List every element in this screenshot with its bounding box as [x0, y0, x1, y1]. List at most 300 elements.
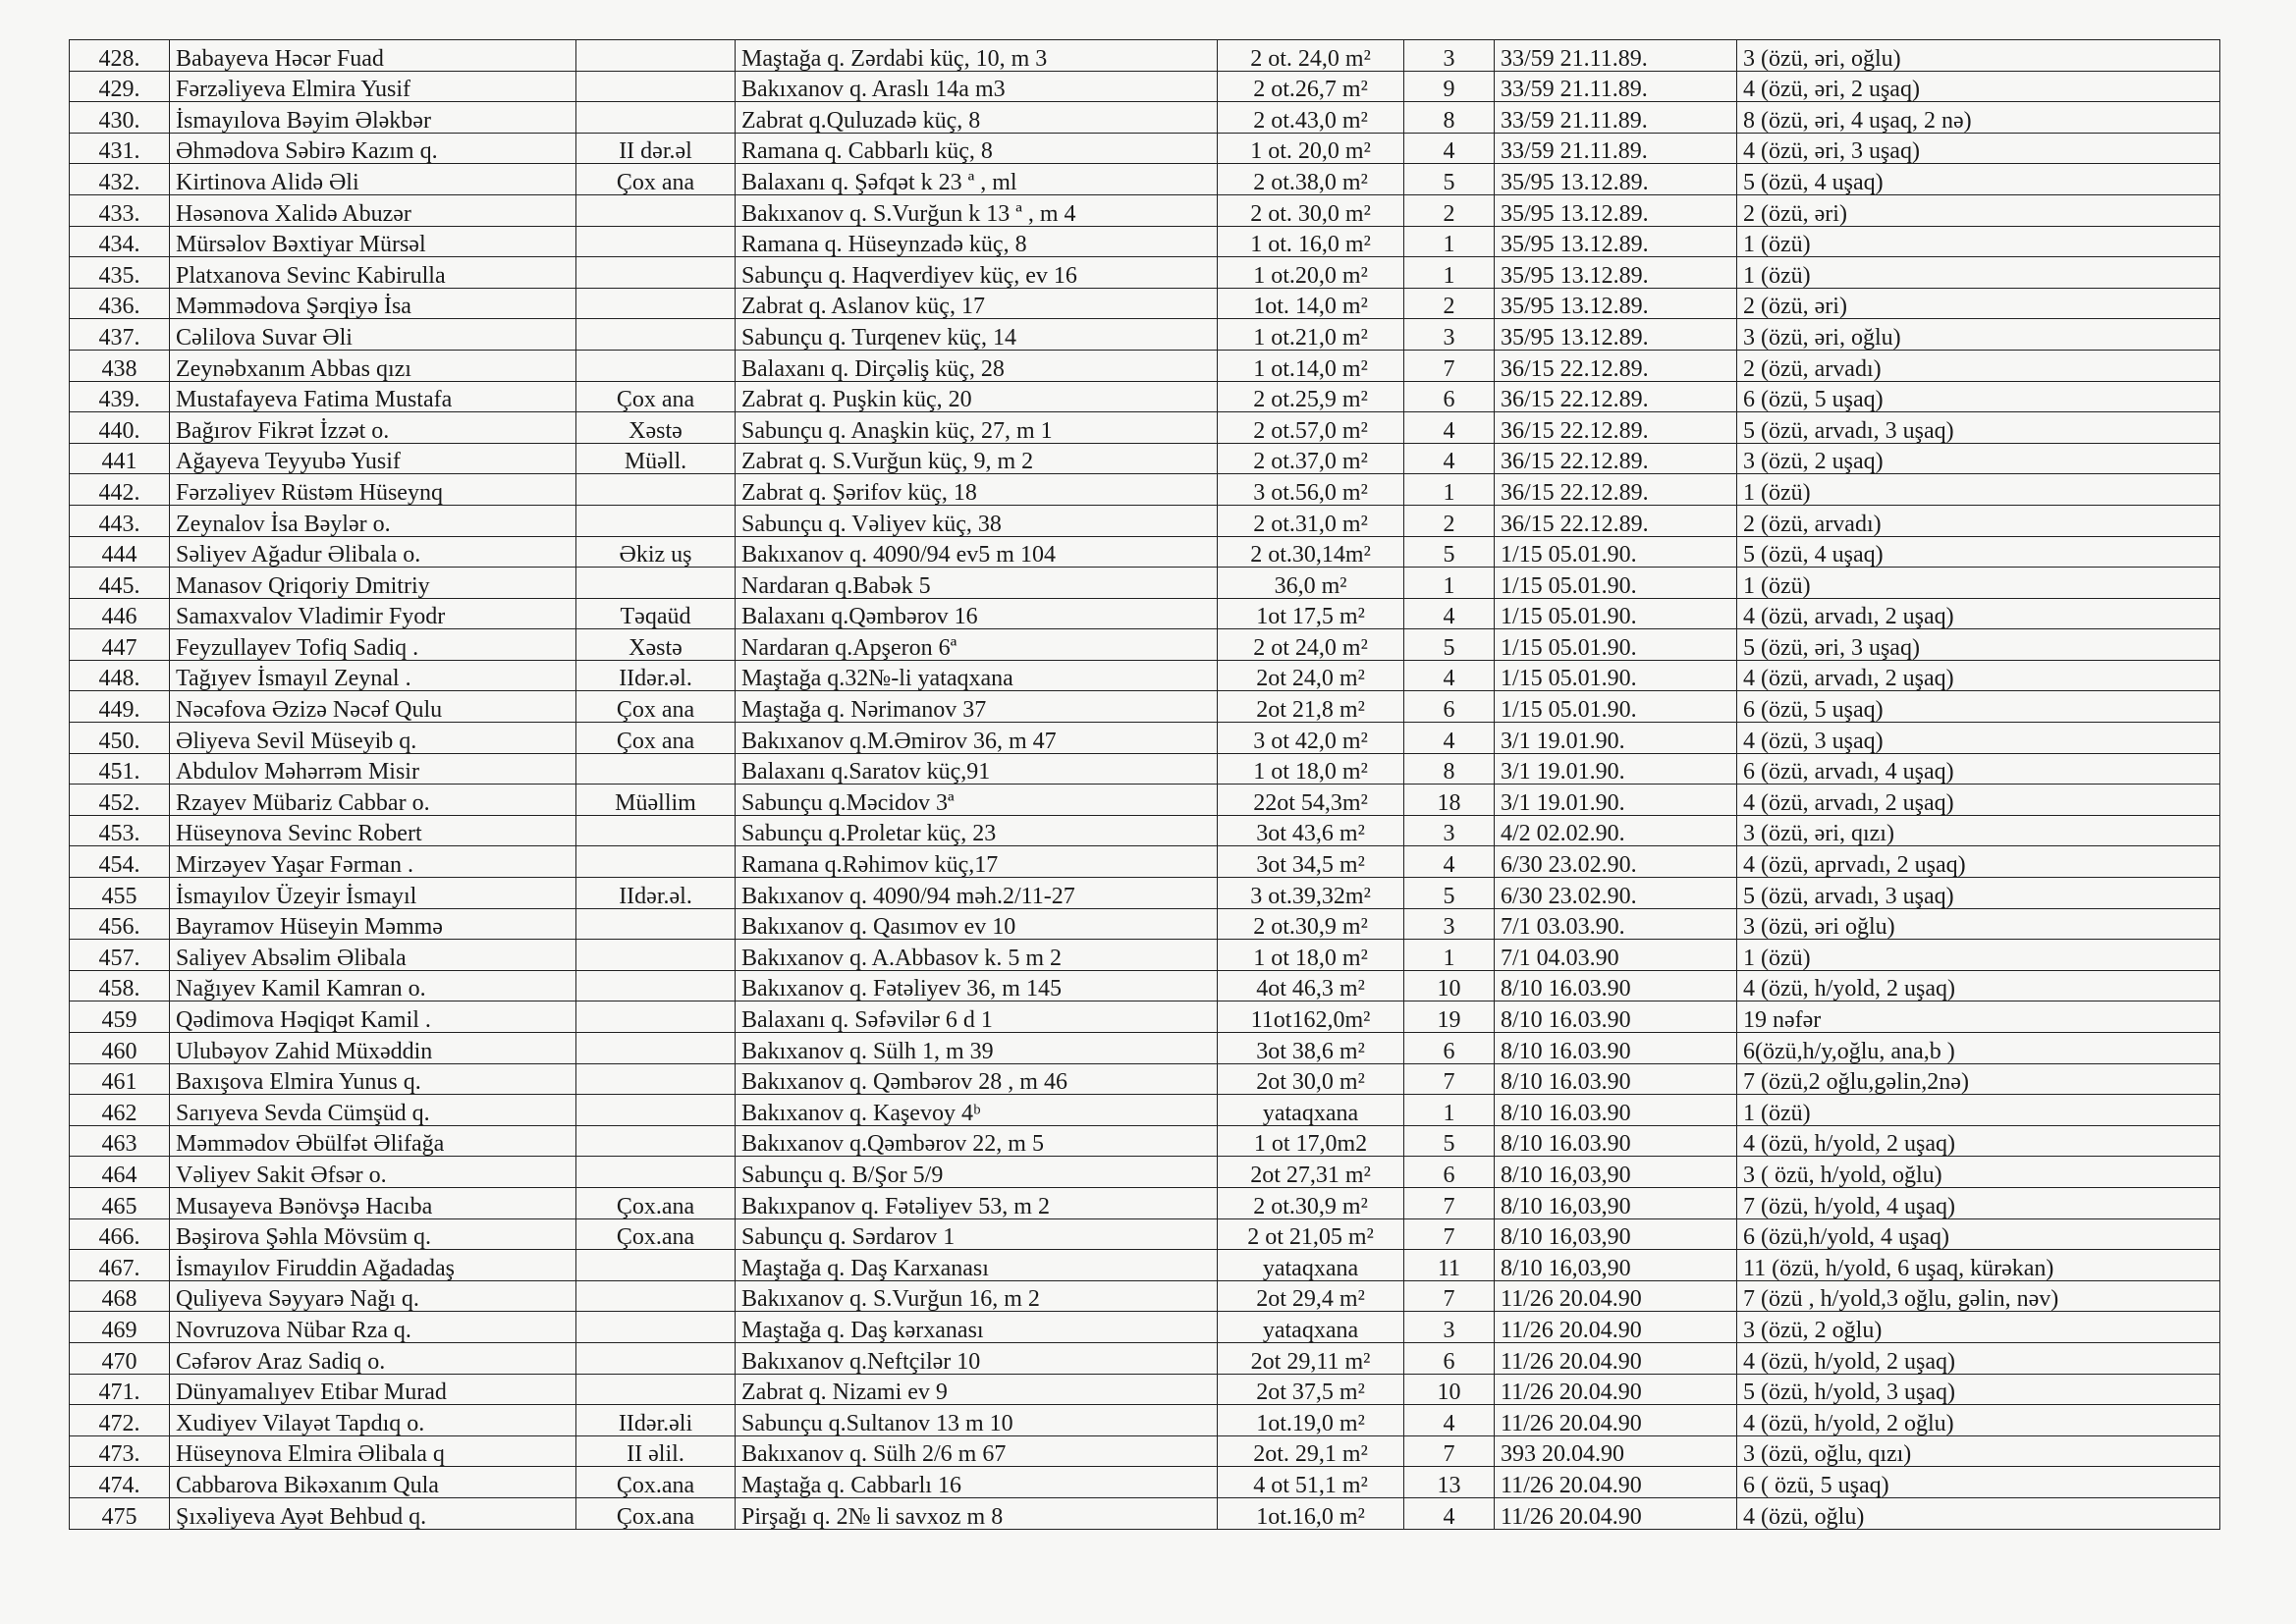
person-name-cell: Baxışova Elmira Yunus q. [170, 1063, 576, 1095]
table-row [70, 102, 2220, 134]
status-note-cell [576, 1001, 736, 1033]
address-cell: Sabunçu q.Proletar küç, 23 [736, 815, 1218, 846]
status-note-cell [576, 908, 736, 940]
row-number-cell: 466. [70, 1218, 170, 1250]
table-row [70, 505, 2220, 536]
status-note-cell [576, 474, 736, 506]
person-name-cell: İsmayılov Üzeyir İsmayıl [170, 878, 576, 909]
address-cell: Sabunçu q. Turqenev küç, 14 [736, 319, 1218, 351]
table-row [70, 1435, 2220, 1467]
decision-ref-cell: 8/10 16,03,90 [1495, 1187, 1737, 1218]
family-composition-cell: 1 (özü) [1737, 940, 2220, 971]
family-composition-cell: 4 (özü, h/yold, 2 uşaq) [1737, 1342, 2220, 1374]
member-count-cell: 3 [1404, 40, 1495, 72]
decision-ref-cell: 33/59 21.11.89. [1495, 71, 1737, 102]
member-count-cell: 6 [1404, 691, 1495, 723]
person-name-cell: Xudiyev Vilayət Tapdıq o. [170, 1405, 576, 1436]
family-composition-cell: 4 (özü, aprvadı, 2 uşaq) [1737, 846, 2220, 878]
living-area-cell: 1ot.19,0 m² [1218, 1405, 1404, 1436]
address-cell: Bakıxanov q. Sülh 2/6 m 67 [736, 1435, 1218, 1467]
status-note-cell [576, 1095, 736, 1126]
person-name-cell: Manasov Qriqoriy Dmitriy [170, 568, 576, 599]
decision-ref-cell: 3/1 19.01.90. [1495, 753, 1737, 785]
person-name-cell: Fərzəliyev Rüstəm Hüseynq [170, 474, 576, 506]
family-composition-cell: 19 nəfər [1737, 1001, 2220, 1033]
status-note-cell: Çox ana [576, 381, 736, 412]
family-composition-cell: 4 (özü, oğlu) [1737, 1497, 2220, 1529]
person-name-cell: Nəcəfova Əzizə Nəcəf Qulu [170, 691, 576, 723]
table-row [70, 381, 2220, 412]
decision-ref-cell: 36/15 22.12.89. [1495, 443, 1737, 474]
address-cell: Bakıxpanov q. Fətəliyev 53, m 2 [736, 1187, 1218, 1218]
row-number-cell: 437. [70, 319, 170, 351]
row-number-cell: 447 [70, 629, 170, 661]
status-note-cell: Müəllim [576, 785, 736, 816]
address-cell: Maştağa q. Nərimanov 37 [736, 691, 1218, 723]
family-composition-cell: 4 (özü, arvadı, 2 uşaq) [1737, 660, 2220, 691]
person-name-cell: Musayeva Bənövşə Hacıba [170, 1187, 576, 1218]
person-name-cell: Samaxvalov Vladimir Fyodr [170, 598, 576, 629]
decision-ref-cell: 11/26 20.04.90 [1495, 1312, 1737, 1343]
member-count-cell: 5 [1404, 164, 1495, 195]
living-area-cell: 1 ot 18,0 m² [1218, 753, 1404, 785]
family-composition-cell: 6 (özü, 5 uşaq) [1737, 381, 2220, 412]
address-cell: Bakıxanov q.Neftçilər 10 [736, 1342, 1218, 1374]
status-note-cell: IIdər.əli [576, 1405, 736, 1436]
row-number-cell: 452. [70, 785, 170, 816]
person-name-cell: Sarıyeva Sevda Cümşüd q. [170, 1095, 576, 1126]
living-area-cell: 1 ot.14,0 m² [1218, 350, 1404, 381]
row-number-cell: 445. [70, 568, 170, 599]
member-count-cell: 5 [1404, 536, 1495, 568]
person-name-cell: Bağırov Fikrət İzzət o. [170, 412, 576, 444]
member-count-cell: 4 [1404, 1497, 1495, 1529]
living-area-cell: 2 ot.37,0 m² [1218, 443, 1404, 474]
family-composition-cell: 5 (özü, 4 uşaq) [1737, 164, 2220, 195]
status-note-cell: II dər.əl [576, 133, 736, 164]
family-composition-cell: 6 (özü,h/yold, 4 uşaq) [1737, 1218, 2220, 1250]
status-note-cell [576, 1157, 736, 1188]
status-note-cell [576, 846, 736, 878]
living-area-cell: 2 ot.30,14m² [1218, 536, 1404, 568]
person-name-cell: Rzayev Mübariz Cabbar o. [170, 785, 576, 816]
family-composition-cell: 2 (özü, arvadı) [1737, 505, 2220, 536]
row-number-cell: 464 [70, 1157, 170, 1188]
decision-ref-cell: 8/10 16,03,90 [1495, 1157, 1737, 1188]
person-name-cell: Zeynəbxanım Abbas qızı [170, 350, 576, 381]
member-count-cell: 18 [1404, 785, 1495, 816]
address-cell: Bakıxanov q. Qasımov ev 10 [736, 908, 1218, 940]
table-row [70, 1250, 2220, 1281]
living-area-cell: yataqxana [1218, 1312, 1404, 1343]
family-composition-cell: 4 (özü, h/yold, 2 uşaq) [1737, 1125, 2220, 1157]
table-row [70, 133, 2220, 164]
decision-ref-cell: 1/15 05.01.90. [1495, 629, 1737, 661]
living-area-cell: 36,0 m² [1218, 568, 1404, 599]
address-cell: Bakıxanov q. 4090/94 məh.2/11-27 [736, 878, 1218, 909]
member-count-cell: 7 [1404, 1063, 1495, 1095]
document-page [69, 39, 2219, 1530]
table-row [70, 443, 2220, 474]
address-cell: Sabunçu q. Anaşkin küç, 27, m 1 [736, 412, 1218, 444]
decision-ref-cell: 36/15 22.12.89. [1495, 412, 1737, 444]
table-row [70, 319, 2220, 351]
status-note-cell [576, 350, 736, 381]
status-note-cell: IIdər.əl. [576, 660, 736, 691]
table-row [70, 846, 2220, 878]
table-row [70, 1033, 2220, 1064]
table-row [70, 1063, 2220, 1095]
status-note-cell [576, 753, 736, 785]
family-composition-cell: 5 (özü, h/yold, 3 uşaq) [1737, 1374, 2220, 1405]
person-name-cell: Vəliyev Sakit Əfsər o. [170, 1157, 576, 1188]
family-composition-cell: 5 (özü, əri, 3 uşaq) [1737, 629, 2220, 661]
decision-ref-cell: 8/10 16.03.90 [1495, 1001, 1737, 1033]
status-note-cell: IIdər.əl. [576, 878, 736, 909]
table-row [70, 1312, 2220, 1343]
member-count-cell: 2 [1404, 505, 1495, 536]
member-count-cell: 10 [1404, 970, 1495, 1001]
living-area-cell: 2 ot.43,0 m² [1218, 102, 1404, 134]
row-number-cell: 428. [70, 40, 170, 72]
table-row [70, 536, 2220, 568]
row-number-cell: 446 [70, 598, 170, 629]
decision-ref-cell: 35/95 13.12.89. [1495, 194, 1737, 226]
living-area-cell: 2 ot. 30,0 m² [1218, 194, 1404, 226]
person-name-cell: Əhmədova Səbirə Kazım q. [170, 133, 576, 164]
table-row [70, 1374, 2220, 1405]
living-area-cell: 1ot. 14,0 m² [1218, 288, 1404, 319]
family-composition-cell: 11 (özü, h/yold, 6 uşaq, kürəkan) [1737, 1250, 2220, 1281]
family-composition-cell: 1 (özü) [1737, 1095, 2220, 1126]
family-composition-cell: 3 ( özü, h/yold, oğlu) [1737, 1157, 2220, 1188]
decision-ref-cell: 33/59 21.11.89. [1495, 40, 1737, 72]
living-area-cell: 2 ot. 24,0 m² [1218, 40, 1404, 72]
row-number-cell: 459 [70, 1001, 170, 1033]
row-number-cell: 436. [70, 288, 170, 319]
row-number-cell: 458. [70, 970, 170, 1001]
table-row [70, 1095, 2220, 1126]
decision-ref-cell: 8/10 16.03.90 [1495, 1125, 1737, 1157]
member-count-cell: 6 [1404, 1157, 1495, 1188]
address-cell: Maştağa q. Daş kərxanası [736, 1312, 1218, 1343]
address-cell: Bakıxanov q. Kaşevoy 4ᵇ [736, 1095, 1218, 1126]
person-name-cell: Səliyev Ağadur Əlibala o. [170, 536, 576, 568]
table-row [70, 412, 2220, 444]
person-name-cell: Tağıyev İsmayıl Zeynal . [170, 660, 576, 691]
decision-ref-cell: 36/15 22.12.89. [1495, 474, 1737, 506]
address-cell: Zabrat q.Quluzadə küç, 8 [736, 102, 1218, 134]
address-cell: Bakıxanov q. Qəmbərov 28 , m 46 [736, 1063, 1218, 1095]
row-number-cell: 438 [70, 350, 170, 381]
family-composition-cell: 3 (özü, əri, qızı) [1737, 815, 2220, 846]
living-area-cell: 4 ot 51,1 m² [1218, 1467, 1404, 1498]
member-count-cell: 3 [1404, 908, 1495, 940]
family-composition-cell: 3 (özü, əri oğlu) [1737, 908, 2220, 940]
living-area-cell: 2 ot 21,05 m² [1218, 1218, 1404, 1250]
address-cell: Zabrat q. S.Vurğun küç, 9, m 2 [736, 443, 1218, 474]
living-area-cell: 2 ot.38,0 m² [1218, 164, 1404, 195]
address-cell: Sabunçu q.Sultanov 13 m 10 [736, 1405, 1218, 1436]
member-count-cell: 1 [1404, 1095, 1495, 1126]
table-row [70, 878, 2220, 909]
living-area-cell: 2 ot.26,7 m² [1218, 71, 1404, 102]
family-composition-cell: 6 (özü, arvadı, 4 uşaq) [1737, 753, 2220, 785]
row-number-cell: 443. [70, 505, 170, 536]
address-cell: Nardaran q.Babək 5 [736, 568, 1218, 599]
status-note-cell [576, 257, 736, 289]
address-cell: Ramana q. Hüseynzadə küç, 8 [736, 226, 1218, 257]
living-area-cell: 2 ot 24,0 m² [1218, 629, 1404, 661]
member-count-cell: 5 [1404, 629, 1495, 661]
living-area-cell: 11ot162,0m² [1218, 1001, 1404, 1033]
family-composition-cell: 1 (özü) [1737, 257, 2220, 289]
status-note-cell [576, 288, 736, 319]
living-area-cell: 2 ot.57,0 m² [1218, 412, 1404, 444]
row-number-cell: 470 [70, 1342, 170, 1374]
row-number-cell: 462 [70, 1095, 170, 1126]
decision-ref-cell: 11/26 20.04.90 [1495, 1405, 1737, 1436]
address-cell: Maştağa q.32№-li yataqxana [736, 660, 1218, 691]
person-name-cell: Mürsəlov Bəxtiyar Mürsəl [170, 226, 576, 257]
row-number-cell: 444 [70, 536, 170, 568]
row-number-cell: 475 [70, 1497, 170, 1529]
row-number-cell: 432. [70, 164, 170, 195]
table-row [70, 908, 2220, 940]
decision-ref-cell: 11/26 20.04.90 [1495, 1467, 1737, 1498]
living-area-cell: 2 ot.30,9 m² [1218, 908, 1404, 940]
row-number-cell: 435. [70, 257, 170, 289]
row-number-cell: 439. [70, 381, 170, 412]
living-area-cell: 2ot 24,0 m² [1218, 660, 1404, 691]
table-row [70, 40, 2220, 72]
person-name-cell: Platxanova Sevinc Kabirulla [170, 257, 576, 289]
address-cell: Sabunçu q. Haqverdiyev küç, ev 16 [736, 257, 1218, 289]
table-row [70, 1342, 2220, 1374]
table-row [70, 753, 2220, 785]
row-number-cell: 429. [70, 71, 170, 102]
decision-ref-cell: 8/10 16,03,90 [1495, 1250, 1737, 1281]
decision-ref-cell: 33/59 21.11.89. [1495, 133, 1737, 164]
address-cell: Balaxanı q.Qəmbərov 16 [736, 598, 1218, 629]
family-composition-cell: 4 (özü, arvadı, 2 uşaq) [1737, 785, 2220, 816]
member-count-cell: 3 [1404, 1312, 1495, 1343]
row-number-cell: 451. [70, 753, 170, 785]
living-area-cell: 2ot. 29,1 m² [1218, 1435, 1404, 1467]
person-name-cell: Bəşirova Şəhla Mövsüm q. [170, 1218, 576, 1250]
address-cell: Balaxanı q. Səfəvilər 6 d 1 [736, 1001, 1218, 1033]
row-number-cell: 456. [70, 908, 170, 940]
table-body [70, 40, 2220, 1530]
row-number-cell: 448. [70, 660, 170, 691]
row-number-cell: 453. [70, 815, 170, 846]
person-name-cell: Novruzova Nübar Rza q. [170, 1312, 576, 1343]
table-row [70, 815, 2220, 846]
decision-ref-cell: 1/15 05.01.90. [1495, 691, 1737, 723]
table-row [70, 940, 2220, 971]
status-note-cell [576, 970, 736, 1001]
member-count-cell: 5 [1404, 1125, 1495, 1157]
living-area-cell: yataqxana [1218, 1095, 1404, 1126]
status-note-cell [576, 1250, 736, 1281]
status-note-cell [576, 1342, 736, 1374]
address-cell: Sabunçu q. Sərdarov 1 [736, 1218, 1218, 1250]
decision-ref-cell: 35/95 13.12.89. [1495, 288, 1737, 319]
status-note-cell [576, 226, 736, 257]
member-count-cell: 7 [1404, 1280, 1495, 1312]
member-count-cell: 3 [1404, 319, 1495, 351]
decision-ref-cell: 8/10 16.03.90 [1495, 970, 1737, 1001]
living-area-cell: 3 ot 42,0 m² [1218, 723, 1404, 754]
person-name-cell: Hüseynova Elmira Əlibala q [170, 1435, 576, 1467]
decision-ref-cell: 11/26 20.04.90 [1495, 1374, 1737, 1405]
address-cell: Maştağa q. Daş Karxanası [736, 1250, 1218, 1281]
table-row [70, 723, 2220, 754]
decision-ref-cell: 33/59 21.11.89. [1495, 102, 1737, 134]
decision-ref-cell: 7/1 03.03.90. [1495, 908, 1737, 940]
status-note-cell [576, 194, 736, 226]
status-note-cell: Çox ana [576, 691, 736, 723]
table-row [70, 1218, 2220, 1250]
person-name-cell: Məmmədova Şərqiyə İsa [170, 288, 576, 319]
address-cell: Bakıxanov q. Sülh 1, m 39 [736, 1033, 1218, 1064]
member-count-cell: 4 [1404, 443, 1495, 474]
address-cell: Maştağa q. Zərdabi küç, 10, m 3 [736, 40, 1218, 72]
address-cell: Bakıxanov q. Araslı 14a m3 [736, 71, 1218, 102]
row-number-cell: 472. [70, 1405, 170, 1436]
table-row [70, 350, 2220, 381]
family-composition-cell: 7 (özü,2 oğlu,gəlin,2nə) [1737, 1063, 2220, 1095]
living-area-cell: 4ot 46,3 m² [1218, 970, 1404, 1001]
family-composition-cell: 4 (özü, əri, 3 uşaq) [1737, 133, 2220, 164]
family-composition-cell: 7 (özü, h/yold, 4 uşaq) [1737, 1187, 2220, 1218]
member-count-cell: 4 [1404, 1405, 1495, 1436]
living-area-cell: 3ot 34,5 m² [1218, 846, 1404, 878]
address-cell: Ramana q.Rəhimov küç,17 [736, 846, 1218, 878]
table-row [70, 691, 2220, 723]
table-row [70, 629, 2220, 661]
family-composition-cell: 1 (özü) [1737, 226, 2220, 257]
member-count-cell: 5 [1404, 878, 1495, 909]
living-area-cell: 1ot.16,0 m² [1218, 1497, 1404, 1529]
row-number-cell: 431. [70, 133, 170, 164]
status-note-cell [576, 1125, 736, 1157]
member-count-cell: 10 [1404, 1374, 1495, 1405]
address-cell: Bakıxanov q.Qəmbərov 22, m 5 [736, 1125, 1218, 1157]
living-area-cell: 3ot 43,6 m² [1218, 815, 1404, 846]
row-number-cell: 469 [70, 1312, 170, 1343]
living-area-cell: 2 ot.25,9 m² [1218, 381, 1404, 412]
decision-ref-cell: 1/15 05.01.90. [1495, 598, 1737, 629]
status-note-cell [576, 1280, 736, 1312]
address-cell: Balaxanı q.Saratov küç,91 [736, 753, 1218, 785]
status-note-cell [576, 1374, 736, 1405]
living-area-cell: 1 ot.21,0 m² [1218, 319, 1404, 351]
living-area-cell: 2ot 30,0 m² [1218, 1063, 1404, 1095]
table-row [70, 164, 2220, 195]
person-name-cell: Əliyeva Sevil Müseyib q. [170, 723, 576, 754]
member-count-cell: 1 [1404, 226, 1495, 257]
member-count-cell: 6 [1404, 1033, 1495, 1064]
member-count-cell: 1 [1404, 474, 1495, 506]
address-cell: Bakıxanov q.M.Əmirov 36, m 47 [736, 723, 1218, 754]
address-cell: Balaxanı q. Şəfqət k 23 ª , ml [736, 164, 1218, 195]
living-area-cell: 3ot 38,6 m² [1218, 1033, 1404, 1064]
living-area-cell: 1 ot.20,0 m² [1218, 257, 1404, 289]
person-name-cell: Zeynalov İsa Bəylər o. [170, 505, 576, 536]
address-cell: Pirşağı q. 2№ li savxoz m 8 [736, 1497, 1218, 1529]
status-note-cell [576, 71, 736, 102]
table-row [70, 1001, 2220, 1033]
row-number-cell: 468 [70, 1280, 170, 1312]
status-note-cell: Xəstə [576, 412, 736, 444]
decision-ref-cell: 1/15 05.01.90. [1495, 660, 1737, 691]
status-note-cell [576, 1063, 736, 1095]
address-cell: Balaxanı q. Dirçəliş küç, 28 [736, 350, 1218, 381]
person-name-cell: Cəlilova Suvar Əli [170, 319, 576, 351]
member-count-cell: 11 [1404, 1250, 1495, 1281]
living-area-cell: 1 ot 17,0m2 [1218, 1125, 1404, 1157]
person-name-cell: Cəfərov Araz Sadiq o. [170, 1342, 576, 1374]
status-note-cell [576, 505, 736, 536]
status-note-cell: Çox.ana [576, 1467, 736, 1498]
table-row [70, 1187, 2220, 1218]
member-count-cell: 1 [1404, 257, 1495, 289]
table-row [70, 1280, 2220, 1312]
person-name-cell: Dünyamalıyev Etibar Murad [170, 1374, 576, 1405]
member-count-cell: 4 [1404, 660, 1495, 691]
family-composition-cell: 3 (özü, oğlu, qızı) [1737, 1435, 2220, 1467]
status-note-cell: Müəll. [576, 443, 736, 474]
member-count-cell: 4 [1404, 598, 1495, 629]
living-area-cell: 2ot 37,5 m² [1218, 1374, 1404, 1405]
member-count-cell: 8 [1404, 753, 1495, 785]
table-row [70, 194, 2220, 226]
row-number-cell: 450. [70, 723, 170, 754]
decision-ref-cell: 3/1 19.01.90. [1495, 785, 1737, 816]
living-area-cell: 1 ot. 16,0 m² [1218, 226, 1404, 257]
table-row [70, 226, 2220, 257]
person-name-cell: Fərzəliyeva Elmira Yusif [170, 71, 576, 102]
living-area-cell: 2ot 29,4 m² [1218, 1280, 1404, 1312]
person-name-cell: Məmmədov Əbülfət Əlifağa [170, 1125, 576, 1157]
member-count-cell: 13 [1404, 1467, 1495, 1498]
decision-ref-cell: 35/95 13.12.89. [1495, 319, 1737, 351]
row-number-cell: 433. [70, 194, 170, 226]
status-note-cell: Çox.ana [576, 1218, 736, 1250]
person-name-cell: Şıxəliyeva Ayət Behbud q. [170, 1497, 576, 1529]
row-number-cell: 441 [70, 443, 170, 474]
member-count-cell: 7 [1404, 1218, 1495, 1250]
person-name-cell: Mirzəyev Yaşar Fərman . [170, 846, 576, 878]
table-row [70, 970, 2220, 1001]
status-note-cell: II əlil. [576, 1435, 736, 1467]
decision-ref-cell: 1/15 05.01.90. [1495, 536, 1737, 568]
living-area-cell: yataqxana [1218, 1250, 1404, 1281]
person-name-cell: Mustafayeva Fatima Mustafa [170, 381, 576, 412]
living-area-cell: 2 ot.31,0 m² [1218, 505, 1404, 536]
family-composition-cell: 1 (özü) [1737, 568, 2220, 599]
address-cell: Bakıxanov q. S.Vurğun k 13 ª , m 4 [736, 194, 1218, 226]
family-composition-cell: 5 (özü, 4 uşaq) [1737, 536, 2220, 568]
table-row [70, 1405, 2220, 1436]
row-number-cell: 463 [70, 1125, 170, 1157]
table-row [70, 474, 2220, 506]
decision-ref-cell: 393 20.04.90 [1495, 1435, 1737, 1467]
decision-ref-cell: 35/95 13.12.89. [1495, 226, 1737, 257]
status-note-cell [576, 319, 736, 351]
living-area-cell: 2ot 29,11 m² [1218, 1342, 1404, 1374]
